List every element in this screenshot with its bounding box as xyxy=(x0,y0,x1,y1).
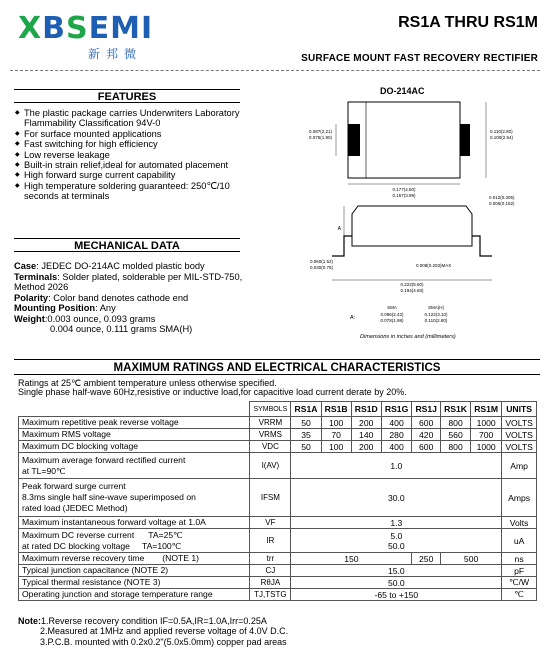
dim-label: 0.030(0.76) xyxy=(310,265,334,270)
logo-subtitle: 新邦微 xyxy=(88,47,143,61)
mechanical-data xyxy=(14,261,274,335)
features-list xyxy=(14,108,254,202)
mech-mounting: Mounting Position: Any xyxy=(14,303,116,313)
lead-left xyxy=(348,124,360,156)
feature-item: ◆ Fast switching for high efficiency xyxy=(14,139,254,149)
logo-letter: X xyxy=(18,11,43,46)
table-row: Maximum instantaneous forward voltage at 1.0A VF 1.3 Volts xyxy=(19,517,537,529)
dim-label: 0.122(3.10) xyxy=(424,312,448,317)
dim-label: 0.075(1.90) xyxy=(308,135,332,140)
dim-label: 0.078(1.98) xyxy=(380,318,404,323)
side-body xyxy=(352,206,472,246)
feature-item: ◆ Built-in strain relief,ideal for automated placement xyxy=(14,160,254,170)
table-header: RS1J xyxy=(412,402,441,417)
mech-terminals: Terminals: Solder plated, solderable per MIL-STD-750, Method 2026 xyxy=(14,271,243,292)
table-row: Operating junction and storage temperature range TJ,TSTG -65 to +150 ℃ xyxy=(19,589,537,601)
ratings-table xyxy=(18,401,537,601)
table-row: Typical thermal resistance (NOTE 3) RθJA 50.0 ℃/W xyxy=(19,577,537,589)
dim-label: 0.087(2.21) xyxy=(308,129,332,134)
logo-letter: S xyxy=(66,11,89,46)
dim-label: 0.177(4.50) xyxy=(392,187,416,192)
package-drawing xyxy=(286,96,540,346)
dim-col-header: SMA(H) xyxy=(428,305,444,310)
table-header: RS1G xyxy=(381,402,412,417)
mech-weight: Weight:0.003 ounce, 0.093 grams xyxy=(14,313,156,324)
table-row: Maximum average forward rectified current at TL=90℃ I(AV) 1.0 Amp xyxy=(19,453,537,479)
note-item: 3.P.C.B. mounted with 0.2x0.2"(5.0x5.0mm) copper pad areas xyxy=(40,636,287,647)
feature-item: ◆ For surface mounted applications xyxy=(14,129,254,139)
table-row: Maximum DC reverse current TA=25℃ at rated DC blocking voltage TA=100℃ IR 5.0 50.0 uA xyxy=(19,529,537,553)
package-label: DO-214AC xyxy=(380,86,425,96)
dim-label: 0.110(2.80) xyxy=(490,129,513,134)
dim-label: 0.008(0.203)MAX xyxy=(416,263,452,268)
features-heading: FEATURES xyxy=(14,89,240,103)
header-divider xyxy=(10,70,540,71)
mech-case: Case: JEDEC DO-214AC molded plastic body xyxy=(14,261,205,271)
table-row: Maximum reverse recovery time (NOTE 1) trr 150 250 500 ns xyxy=(19,553,537,565)
ratings-heading: MAXIMUM RATINGS AND ELECTRICAL CHARACTERISTICS xyxy=(14,359,540,375)
dim-label: 0.194(4.93) xyxy=(400,288,424,293)
dim-label: 0.060(1.52) xyxy=(310,259,334,264)
package-body xyxy=(348,102,460,178)
table-header: UNITS xyxy=(502,402,537,417)
table-header: RS1K xyxy=(441,402,471,417)
dim-label: 0.100(2.54) xyxy=(490,135,514,140)
mechanical-heading: MECHANICAL DATA xyxy=(14,238,240,252)
page-subtitle: SURFACE MOUNT FAST RECOVERY RECTIFIER xyxy=(301,53,538,64)
table-corner xyxy=(19,402,250,417)
mech-polarity: Polarity: Color band denotes cathode end xyxy=(14,292,189,303)
drawing-caption: Dimensions in inches and (millimeters) xyxy=(360,334,456,340)
note-item: 2.Measured at 1MHz and applied reverse voltage of 4.0V D.C. xyxy=(40,626,289,637)
table-header: RS1D xyxy=(351,402,381,417)
dim-label: 0.110(2.80) xyxy=(424,318,448,323)
dim-row-label: A: xyxy=(350,315,356,321)
table-row: Typical junction capacitance (NOTE 2) CJ 15.0 pF xyxy=(19,565,537,577)
dim-mark: A xyxy=(337,226,341,232)
page-title: RS1A THRU RS1M xyxy=(398,14,538,31)
dim-label: 0.096(2.43) xyxy=(380,312,404,317)
dim-label: 0.157(3.99) xyxy=(392,193,416,198)
ratings-note: Ratings at 25℃ ambient temperature unless otherwise specified. xyxy=(18,378,277,388)
dim-label: 0.006(0.152) xyxy=(489,201,515,206)
logo-wordmark xyxy=(18,13,168,45)
feature-item: ◆ The plastic package carries Underwriters Laboratory Flammability Classification 94V-0 xyxy=(14,108,254,129)
dim-label: 0.222(5.60) xyxy=(400,282,424,287)
mech-weight-2: 0.004 ounce, 0.111 grams SMA(H) xyxy=(50,324,193,334)
logo xyxy=(18,13,168,65)
table-row: Peak forward surge current 8.3ms single half sine-wave superimposed on rated load (JEDEC Method) IFSM 30.0 Amps xyxy=(19,479,537,517)
notes xyxy=(18,616,288,647)
table-header: RS1A xyxy=(291,402,321,417)
table-header: RS1M xyxy=(471,402,502,417)
logo-letter: I xyxy=(140,11,154,46)
table-header: SYMBOLS xyxy=(250,402,291,417)
notes-label: Note: xyxy=(18,616,41,626)
logo-letter: B xyxy=(42,11,67,46)
feature-item: ◆ High forward surge current capability xyxy=(14,170,254,180)
logo-letter: M xyxy=(110,11,141,46)
table-row: Maximum DC blocking voltage VDC 50 100 200 400 600 800 1000 VOLTS xyxy=(19,441,537,453)
table-header: RS1B xyxy=(321,402,351,417)
table-row: Maximum RMS voltage VRMS 35 70 140 280 420 560 700 VOLTS xyxy=(19,429,537,441)
feature-item: ◆ High temperature soldering guaranteed: 250℃/10 seconds at terminals xyxy=(14,181,254,202)
note-item: 1.Reverse recovery condition IF=0.5A,IR=1.0A,Irr=0.25A xyxy=(41,616,267,626)
table-row: Maximum repetitive peak reverse voltage VRRM 50 100 200 400 600 800 1000 VOLTS xyxy=(19,417,537,429)
dim-label: 0.012(0.305) xyxy=(489,195,515,200)
lead-right xyxy=(460,124,470,156)
logo-letter: E xyxy=(88,11,111,46)
dim-col-header: SMA xyxy=(387,305,397,310)
feature-item: ◆ Low reverse leakage xyxy=(14,150,254,160)
ratings-note: Single phase half-wave 60Hz,resistive or inductive load,for capacitive load current derate by 20%. xyxy=(18,387,407,397)
